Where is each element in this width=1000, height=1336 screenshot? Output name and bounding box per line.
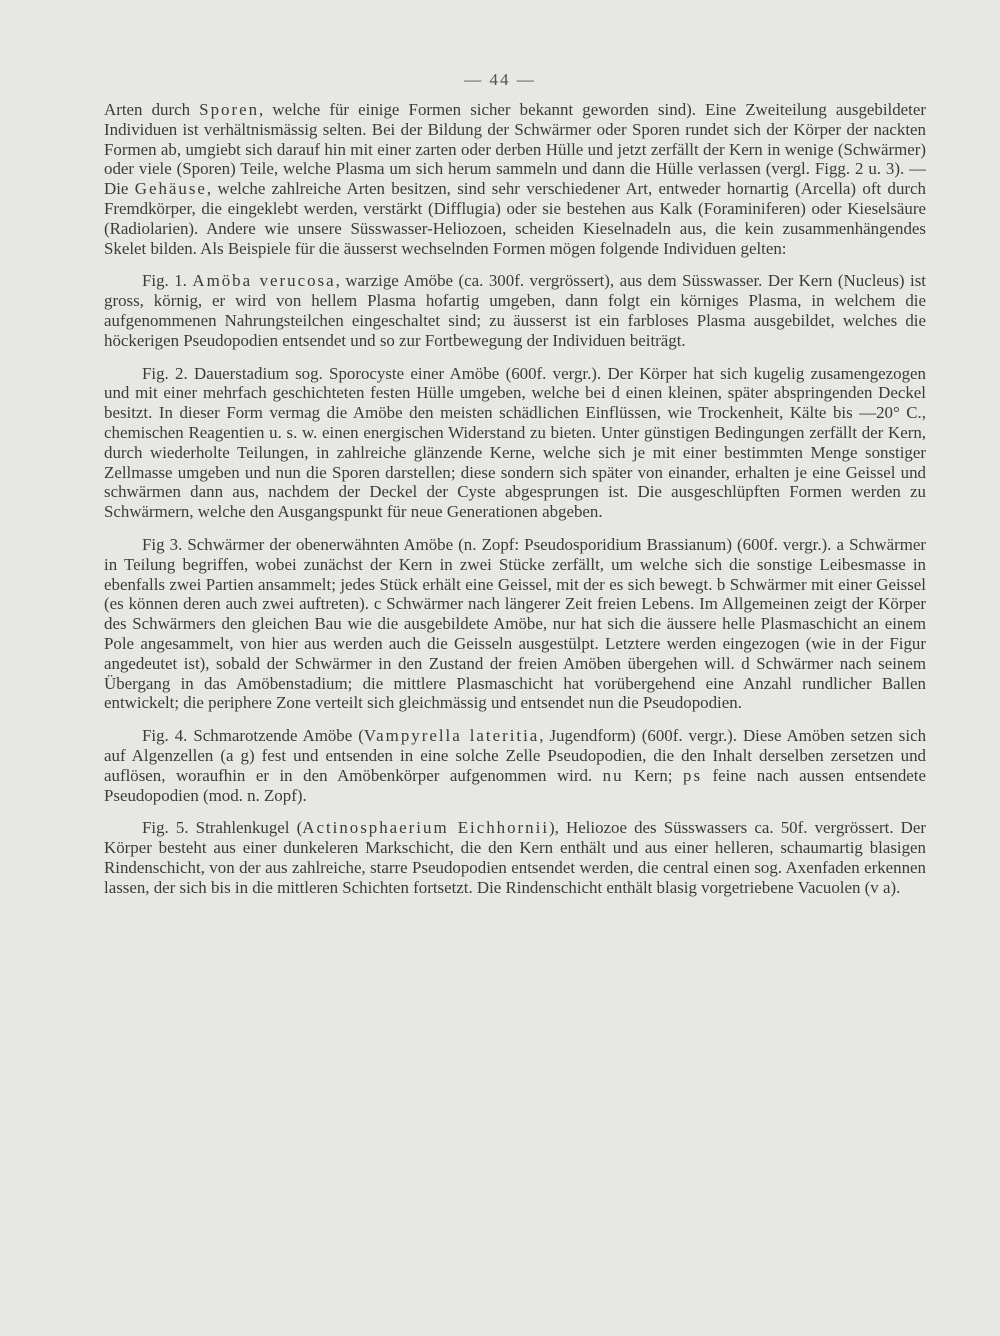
intro-text-2: , welche für einige Formen sicher bekannt geworden sind). Eine Zweiteilung ausgebildeter Individuen ist verhältnismässig selten. Bei der Bildung der Schwärmer oder Sporen rundet sich der Körper der nackten Formen ab, umgiebt sich darauf hin mit einer zarten oder derben Hülle und jetzt zerfällt der Kern in wenige (Schwärmer) oder viele (Sporen) Teile, welche Plasma um sich herum sammeln und dann die Hülle verlassen (vergl. Figg. 2 u. 3). — Die [104,100,926,199]
fig4-label: Fig. 4. Schmarotzende Amöbe ( [142,726,364,746]
page-number: — 44 — [464,70,536,89]
fig4-species: Vampyrella lateritia [363,726,540,746]
fig3-paragraph [104,535,926,713]
intro-text-1: Arten durch [104,100,200,119]
fig5-label: Fig. 5. Strahlenkugel ( [142,818,303,838]
fig1-species: Amöba verucosa [192,271,336,291]
fig2-paragraph [104,364,926,522]
fig4-paragraph [104,726,926,805]
fig5-paragraph [104,818,926,897]
intro-term-sporen: Sporen [199,100,260,119]
fig1-text: , warzige Amöbe (ca. 300f. vergrössert), aus dem Süsswasser. Der Kern (Nucleus) ist gross, körnig, er wird von hellem Plasma hofartig umgeben, dann folgt ein körniges Plasma, in welchem die aufgenommenen Nahrungsteilchen eingeschaltet sind; zu äusserst ist ein farbloses Plasma ausgebildet, welches die höckerigen Pseudopodien entsendet und so zur Fortbewegung der Individuen beiträgt. [104,271,926,350]
intro-text-3: , welche zahlreiche Arten besitzen, sind sehr verschiedener Art, entweder hornartig (Arcella) oft durch Fremdkörper, die eingeklebt werden, verstärkt (Difflugia) oder sie bestehen aus Kalk (Foraminiferen) oder Kieselsäure (Radiolarien). Andere wie unsere Süsswasser-Heliozoen, scheiden Kieselnadeln aus, die kein zusammenhängendes Skelet bilden. Als Beispiele für die äusserst wechselnden Formen mögen folgende Individuen gelten: [104,179,926,258]
intro-paragraph [104,100,926,258]
fig1-label: Fig. 1. [142,271,193,291]
body-text [104,100,926,910]
fig3-text: Fig 3. Schwärmer der obenerwähnten Amöbe (n. Zopf: Pseudosporidium Brassianum) (600f. vergr.). a Schwärmer in Teilung begriffen, wobei zunächst der Kern in zwei Stücke zerfällt, um welche sich die sonstige Leibesmasse in ebenfalls zwei Partien ansammelt; jedes Stück erhält eine Geissel, mit der es sich bewegt. b Schwärmer mit einer Geissel (es können deren auch zwei auftreten). c Schwärmer nach längerer Zeit freien Lebens. Im Allgemeinen zeigt der Körper des Schwärmers den gleichen Bau wie die ausgebildete Amöbe, nur hat sich die äussere helle Plasmaschicht an einem Pole angesammelt, von hier aus werden auch die Geisseln ausgestülpt. Letztere werden eingezogen (wie in der Figur angedeutet ist), sobald der Schwärmer in den Zustand der freien Amöben übergehen will. d Schwärmer nach seinem Übergang in das Amöbenstadium; die mittlere Plasmaschicht hat vorübergehend eine Anzahl rundlicher Ballen entwickelt; die periphere Zone verteilt sich gleichmässig und entsendet nun die Pseudopodien. [104,534,926,713]
fig4-term-ps: ps [683,765,703,785]
fig1-paragraph [104,271,926,350]
fig5-species: Actinosphaerium Eichhornii [302,818,550,838]
fig2-text: Fig. 2. Dauerstadium sog. Sporocyste einer Amöbe (600f. vergr.). Der Körper hat sich kugelig zusamengezogen und mit einer mehrfach geschichteten festen Hülle umgeben, welche bei d einen kleinen, später abspringenden Deckel besitzt. In dieser Form vermag die Amöbe den meisten schädlichen Einflüssen, wie Trockenheit, Kälte bis —20° C., chemischen Reagentien u. s. w. einen energischen Widerstand zu bieten. Unter günstigen Bedingungen zerfällt der Kern, durch wiederholte Teilungen, in zahlreiche glänzende Kerne, welche sich je mit einer bestimmten Menge sonstiger Zellmasse umgeben und nun die Sporen darstellen; diese sondern sich später von einander, erhalten je eine Geissel und schwärmen dann aus, nachdem der Deckel der Cyste abgesprungen ist. Die ausgeschlüpften Formen werden zu Schwärmern, welche den Ausgangspunkt für neue Generationen abgeben. [104,363,926,522]
fig4-text-1: , Jugendform) (600f. vergr.). Diese Amöben setzen sich auf Algenzellen (a g) fest und entsenden in eine solche Zelle Pseudopodien, die den Inhalt derselben zersetzen und auflösen, woraufhin er in den Amöbenkörper aufgenommen wird. [104,726,927,785]
fig5-text: ), Heliozoe des Süsswassers ca. 50f. vergrössert. Der Körper besteht aus einer dunkeleren Markschicht, die den Kern enthält und aus einer helleren, schaumartig blasigen Rindenschicht, von der aus zahlreiche, starre Pseudopodien entsendet werden, die central einen sog. Axenfaden erkennen lassen, der sich bis in die mittleren Schichten fortsetzt. Die Rindenschicht enthält blasig vorgetriebene Vacuolen (v a). [104,818,926,897]
fig4-text-3: feine nach aussen entsendete Pseudopodien (mod. n. Zopf). [104,765,926,805]
intro-term-gehaeuse: Gehäuse [134,179,207,199]
fig4-term-nu: nu [602,765,624,785]
fig4-text-2: Kern; [623,765,683,785]
